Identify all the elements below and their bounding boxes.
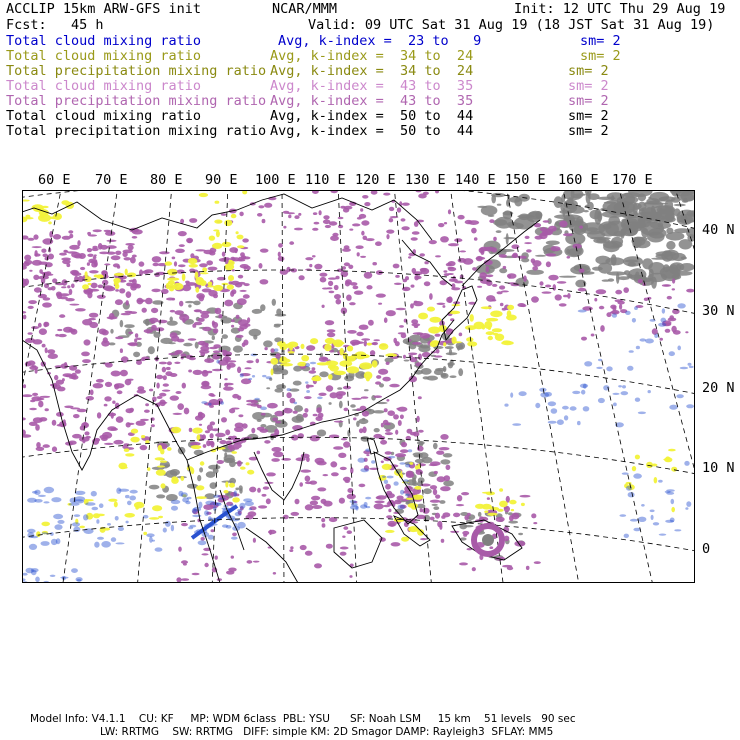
field-name: Total precipitation mixing ratio bbox=[6, 63, 267, 79]
field-avg: Avg, k-index = 50 to 44 bbox=[270, 123, 474, 139]
longitude-label: 110 E bbox=[305, 172, 346, 188]
field-avg: Avg, k-index = 34 to 24 bbox=[270, 63, 474, 79]
latitude-label: 10 N bbox=[702, 460, 735, 476]
latitude-label: 30 N bbox=[702, 303, 735, 319]
field-avg: Avg, k-index = 50 to 44 bbox=[270, 108, 474, 124]
field-name: Total cloud mixing ratio bbox=[6, 78, 202, 94]
field-name: Total cloud mixing ratio bbox=[6, 108, 202, 124]
longitude-label: 80 E bbox=[150, 172, 183, 188]
field-avg: Avg, k-index = 34 to 24 bbox=[270, 48, 474, 64]
field-smoothing: sm= 2 bbox=[568, 63, 609, 79]
valid-time: Valid: 09 UTC Sat 31 Aug 19 (18 JST Sat 31 Aug 19) bbox=[308, 17, 715, 33]
longitude-label: 100 E bbox=[255, 172, 296, 188]
forecast-hour: Fcst: 45 h bbox=[6, 17, 104, 33]
longitude-label: 70 E bbox=[95, 172, 128, 188]
latitude-label: 0 bbox=[702, 541, 711, 557]
latitude-label: 40 N bbox=[702, 222, 735, 238]
field-name: Total cloud mixing ratio bbox=[6, 33, 202, 49]
longitude-label: 130 E bbox=[405, 172, 446, 188]
longitude-label: 60 E bbox=[38, 172, 71, 188]
model-title: ACCLIP 15km ARW-GFS init bbox=[6, 1, 202, 17]
field-name: Total cloud mixing ratio bbox=[6, 48, 202, 64]
field-smoothing: sm= 2 bbox=[568, 78, 609, 94]
center-name: NCAR/MMM bbox=[272, 1, 338, 17]
longitude-label: 140 E bbox=[455, 172, 496, 188]
longitude-label: 170 E bbox=[612, 172, 653, 188]
field-avg: Avg, k-index = 43 to 35 bbox=[270, 78, 474, 94]
field-smoothing: sm= 2 bbox=[568, 93, 609, 109]
field-name: Total precipitation mixing ratio bbox=[6, 93, 267, 109]
field-name: Total precipitation mixing ratio bbox=[6, 123, 267, 139]
field-smoothing: sm= 2 bbox=[580, 48, 621, 64]
weather-map bbox=[22, 190, 695, 583]
field-smoothing: sm= 2 bbox=[580, 33, 621, 49]
init-time: Init: 12 UTC Thu 29 Aug 19 bbox=[514, 1, 726, 17]
longitude-label: 160 E bbox=[558, 172, 599, 188]
longitude-label: 120 E bbox=[355, 172, 396, 188]
longitude-label: 150 E bbox=[505, 172, 546, 188]
field-avg: Avg, k-index = 23 to 9 bbox=[278, 33, 482, 49]
field-smoothing: sm= 2 bbox=[568, 108, 609, 124]
model-info-line1: Model Info: V4.1.1 CU: KF MP: WDM 6class PBL: YSU SF: Noah LSM 15 km 51 levels 90 sec bbox=[30, 713, 576, 725]
model-info-line2: LW: RRTMG SW: RRTMG DIFF: simple KM: 2D Smagor DAMP: Rayleigh3 SFLAY: MM5 bbox=[100, 726, 554, 738]
field-avg: Avg, k-index = 43 to 35 bbox=[270, 93, 474, 109]
longitude-label: 90 E bbox=[205, 172, 238, 188]
latitude-label: 20 N bbox=[702, 380, 735, 396]
field-smoothing: sm= 2 bbox=[568, 123, 609, 139]
